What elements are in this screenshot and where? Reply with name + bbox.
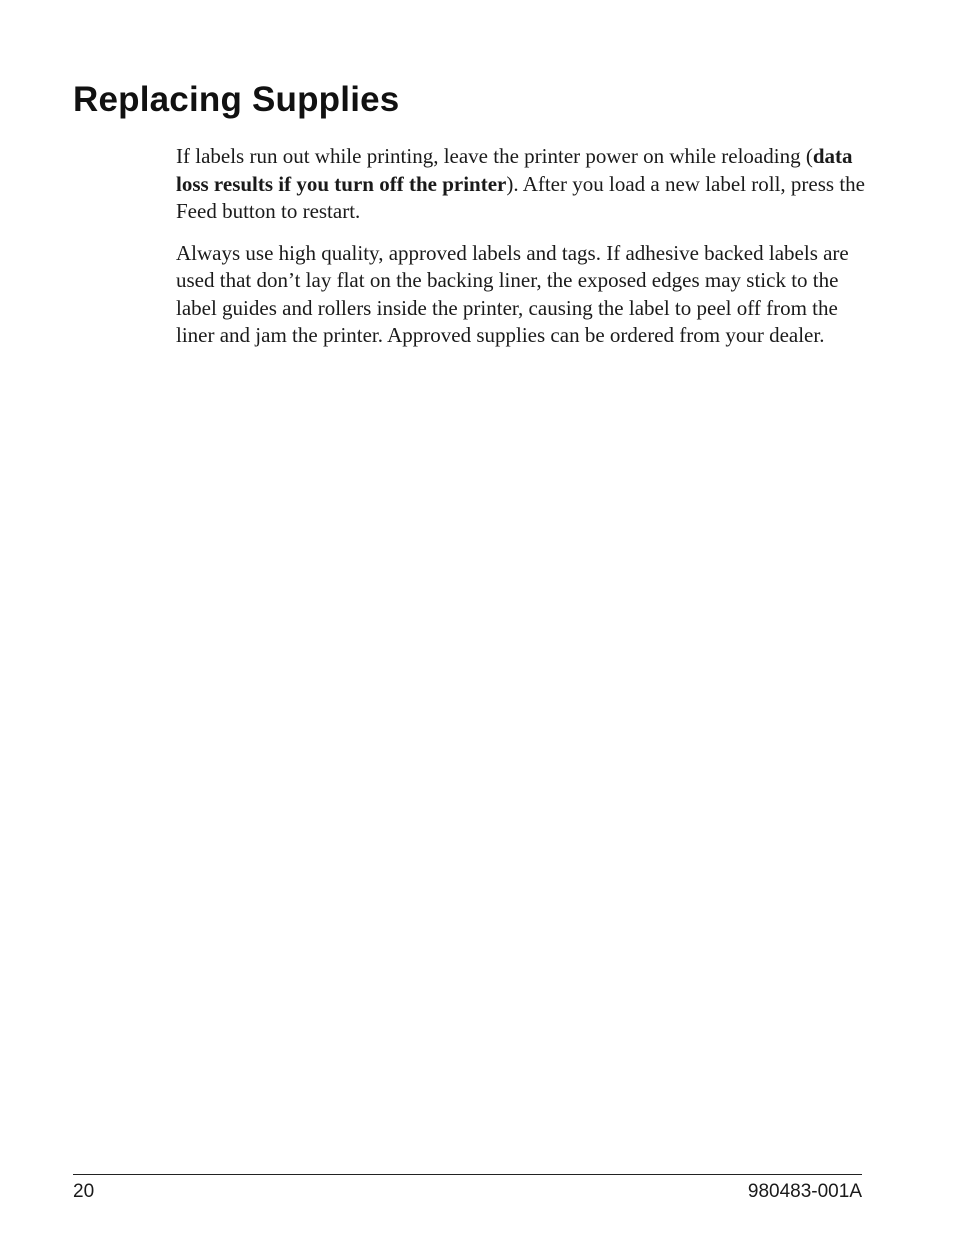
footer-divider (73, 1174, 862, 1175)
page-title: Replacing Supplies (73, 80, 400, 119)
page-number: 20 (73, 1181, 95, 1202)
data-loss-warning: data loss results if you turn off the printer (176, 144, 853, 196)
document-id: 980483-001A (747, 1181, 862, 1202)
paragraph-reload-instructions (176, 143, 866, 226)
paragraph1-text-after: ). After you load a new label roll, press the Feed button to restart. (176, 171, 865, 223)
paragraph1-text-before: If labels run out while printing, leave the printer power on while reloading ( (176, 144, 813, 168)
paragraph-approved-supplies: Always use high quality, approved labels and tags. If adhesive backed labels are used that don’t lay flat on the backing liner, the exposed edges may stick to the label guides and rollers inside the printer, causing the label to peel off from the liner and jam the printer. Approved supplies can be ordered from your dealer. (176, 240, 849, 347)
body-content (176, 143, 866, 364)
